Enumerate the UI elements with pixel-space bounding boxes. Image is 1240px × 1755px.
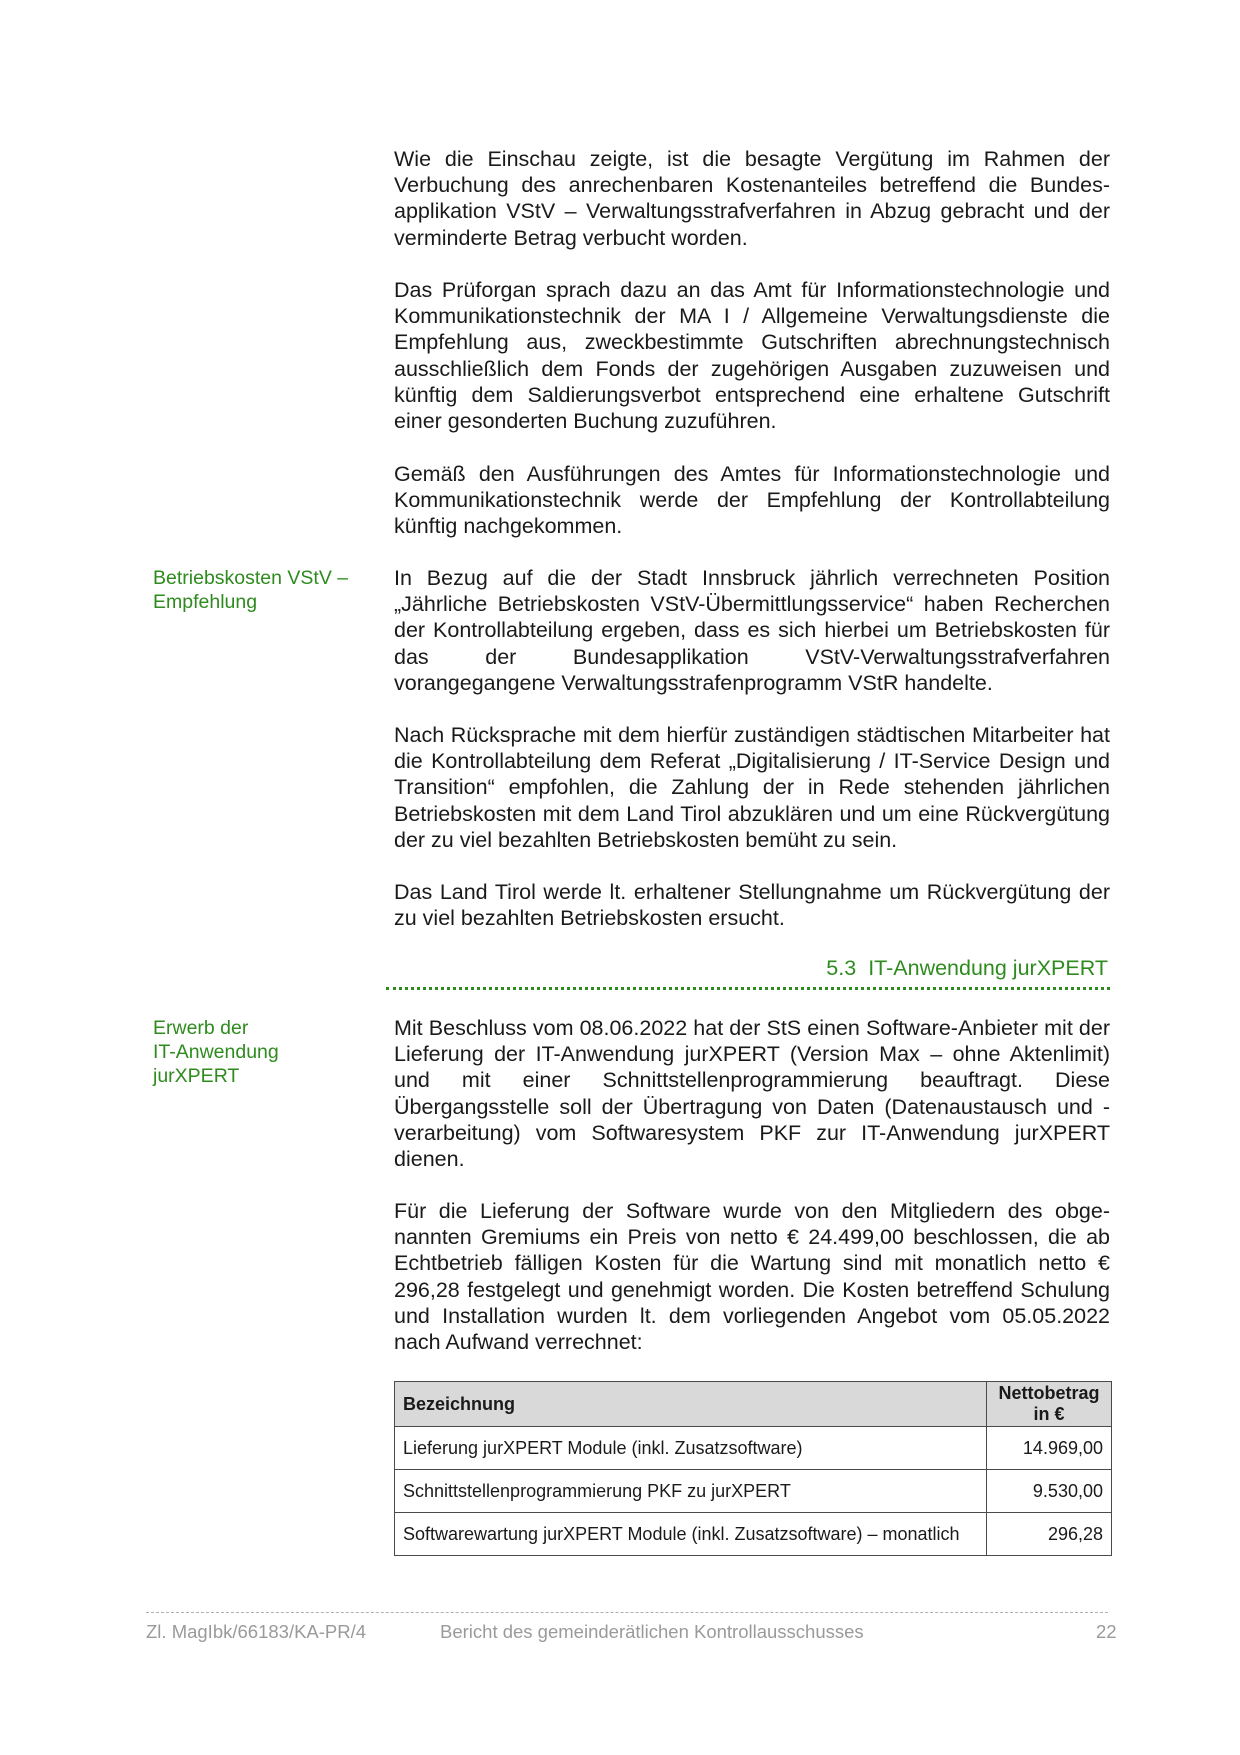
row-name: Lieferung jurXPERT Module (inkl. Zusatzsoftware) <box>395 1427 987 1470</box>
paragraph-ruecksprache: Nach Rücksprache mit dem hierfür zuständigen städtischen Mitarbeiter hat die Kontrollabteilung dem Referat „Digitalisierung / IT-Service Design und Transition“ empfohlen, die Zahlung der in Rede stehenden jährlichen Betriebskosten mit dem Land Tirol abzuklären und um eine Rückvergütung der zu viel bezahlten Betriebskosten bemüht zu sein. <box>394 723 1110 852</box>
footer-reference: Zl. MagIbk/66183/KA-PR/4 <box>146 1621 367 1642</box>
margin-note-erwerb <box>153 1016 383 1088</box>
paragraph-beschluss: Mit Beschluss vom 08.06.2022 hat der StS einen Software-Anbieter mit der Lieferung der IT-Anwendung jurXPERT (Version Max – ohne Aktenlimit) und mit einer Schnittstellenprogrammierung beauftragt. Diese Übergangsstelle soll der Übertragung von Daten (Datenaustausch und -verarbeitung) vom Softwaresystem PKF zur IT-Anwendung jurXPERT dienen. <box>394 1016 1110 1172</box>
paragraph-verguetung: Wie die Einschau zeigte, ist die besagte Vergütung im Rahmen der Verbuchung des anrechenbaren Kostenanteiles betreffend die Bundesapplikation VStV – Verwaltungsstrafverfahren in Abzug gebracht und der verminderte Betrag verbucht worden. <box>394 147 1110 250</box>
table-header-row <box>395 1382 1112 1427</box>
section-heading <box>394 955 1108 981</box>
paragraph-lieferung-preis: Für die Lieferung der Software wurde von den Mitgliedern des obgenannten Gremiums ein Preis von netto € 24.499,00 beschlossen, die ab Echtbetrieb fälligen Kosten für die Wartung sind mit monatlich netto € 296,28 festgelegt und genehmigt worden. Die Kosten betreffend Schulung und Installation wurden lt. dem vorliegenden Angebot vom 05.05.2022 nach Aufwand verrechnet: <box>394 1199 1110 1355</box>
table-row <box>395 1470 1112 1513</box>
margin-note-line: Betriebskosten VStV – <box>153 567 349 589</box>
margin-note-line: Erwerb der <box>153 1017 249 1039</box>
footer-divider <box>146 1612 1108 1613</box>
table-row <box>395 1513 1112 1556</box>
row-amount: 296,28 <box>987 1513 1112 1556</box>
margin-note-betriebskosten <box>153 566 383 614</box>
header-nettobetrag <box>987 1382 1112 1427</box>
row-name: Softwarewartung jurXPERT Module (inkl. Zusatzsoftware) – monatlich <box>395 1513 987 1556</box>
page-number: 22 <box>1096 1621 1117 1642</box>
table-row <box>395 1427 1112 1470</box>
margin-note-line: jurXPERT <box>153 1065 240 1087</box>
cost-table <box>394 1381 1112 1556</box>
paragraph-empfehlung-gutschriften: Das Prüforgan sprach dazu an das Amt für Informationstechnologie und Kommunikationstechnik der MA I / Allgemeine Verwaltungsdienste die Empfehlung aus, zweckbestimmte Gutschriften abrechnungstechnisch ausschließlich dem Fonds der zugehörigen Ausgaben zuzuweisen und künftig dem Saldierungsverbot entsprechend eine erhaltene Gutschrift einer gesonderten Buchung zuzuführen. <box>394 278 1110 434</box>
margin-note-line: IT-Anwendung <box>153 1041 279 1063</box>
section-divider <box>386 987 1110 990</box>
row-amount: 9.530,00 <box>987 1470 1112 1513</box>
footer-title: Bericht des gemeinderätlichen Kontrollausschusses <box>440 1621 864 1642</box>
row-name: Schnittstellenprogrammierung PKF zu jurXPERT <box>395 1470 987 1513</box>
margin-note-line: Empfehlung <box>153 591 258 613</box>
paragraph-land-tirol: Das Land Tirol werde lt. erhaltener Stellungnahme um Rückvergütung der zu viel bezahlten Betriebskosten ersucht. <box>394 880 1110 931</box>
header-amount-line: in € <box>1033 1404 1065 1424</box>
header-bezeichnung: Bezeichnung <box>395 1382 987 1427</box>
section-title: IT-Anwendung jurXPERT <box>868 956 1108 980</box>
paragraph-betriebskosten-vstv: In Bezug auf die der Stadt Innsbruck jährlich verrechneten Position „Jährliche Betriebskosten VStV-Übermittlungsservice“ haben Recherchen der Kontrollabteilung ergeben, dass es sich hierbei um Betriebskosten für das der Bundesapplikation VStV-Verwaltungsstrafverfahren vorangegangene Verwaltungsstrafenprogramm VStR handelte. <box>394 566 1110 695</box>
row-amount: 14.969,00 <box>987 1427 1112 1470</box>
header-amount-line: Nettobetrag <box>998 1383 1100 1403</box>
section-number: 5.3 <box>826 956 857 980</box>
paragraph-stellungnahme-amt: Gemäß den Ausführungen des Amtes für Informationstechnologie und Kommunikationstechnik werde der Empfehlung der Kontrollabteilung künftig nachgekommen. <box>394 462 1110 539</box>
